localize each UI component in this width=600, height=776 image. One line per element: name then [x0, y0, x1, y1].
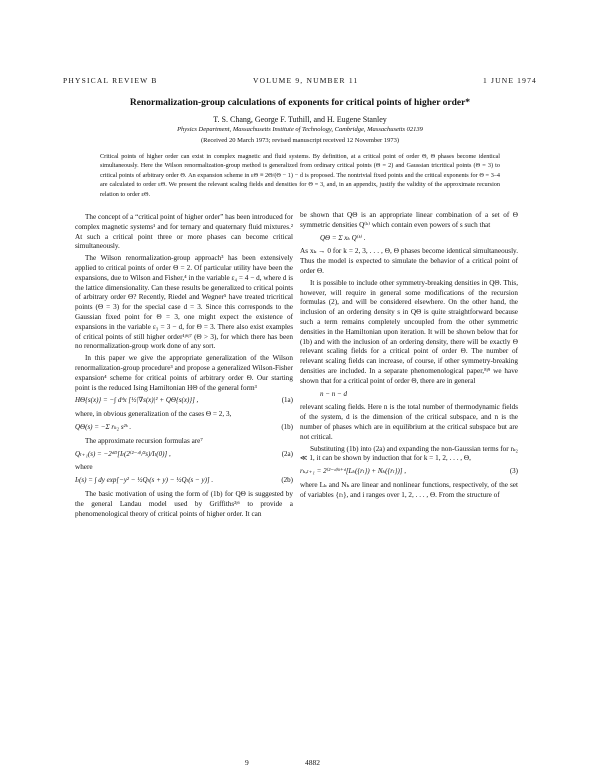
- paragraph: The Wilson renormalization-group approach³ has been extensively applied to critical points of order Θ = 2. Of particular utility have been the expansions, due to Wilson and Fisher,⁴ in the variable ε₄ = 4 − d, where d is the lattice dimensionality. Can these results be generalized to critical points of arbitrary order Θ? Recently, Riedel and Wegner⁵ have treated tricritical points (Θ = 3) for the special case d = 3. Since this corresponds to the Gaussian fixed point for Θ = 3, one might expect the existence of expansions in the variable ε₃ = 3 − d, for Θ = 3. There also exist examples of critical points of still higher order¹ʲ⁶ʲ⁷ (Θ > 3), for which there has been no renormalization-group work done of any sort.: [75, 254, 293, 351]
- affiliation: Physics Department, Massachusetts Institute of Technology, Cambridge, Massachusetts 02139: [177, 126, 423, 133]
- equation-2b: [75, 476, 293, 486]
- paragraph: It is possible to include other symmetry-breaking densities in QΘ. This, however, will require in general some modifications of the recursion formulas (2), and will be considered elsewhere. On the other hand, the inclusion of an ordering density s in QΘ is quite straightforward because such a term remains completely uncoupled from the other symmetric densities in the Hamiltonian upon iteration. It will be shown below that for (1b) and with the inclusion of an ordering density, there will be exactly Θ relevant scaling fields for a critical point of order Θ. The number of relevant scaling fields can increase, of course, if other symmetry-breaking densities are included. In a separate phenomenological paper,⁸ʲ⁹ we have shown that for a critical point of order Θ, there are in general: [300, 278, 518, 385]
- equation-body: n − n − d: [320, 389, 347, 398]
- page-number: 4882: [305, 758, 320, 767]
- equation-body: HΘ{s(x)} = −∫ dᵈx [½|∇s(x)|² + QΘ{s(x)}] ,: [75, 396, 199, 405]
- paragraph: be shown that QΘ is an appropriate linear combination of a set of Θ symmetric densities Q⁽ᵏ⁾ which contain even powers of s such that: [300, 211, 518, 229]
- received-dates: (Received 20 March 1973; revised manuscript received 12 November 1973): [200, 137, 399, 144]
- equation-number: (2a): [281, 449, 293, 458]
- page-letter: 9: [245, 758, 249, 767]
- right-column: [300, 211, 518, 503]
- equation-body: rₖ,ₗ₊₁ = 2⁽²⁻ᵈ⁾ᵏ⁺ᵈ[Lₖ({rₗ}) + Nₖ({rₗ})] ,: [300, 467, 407, 476]
- equation-1b: [75, 423, 293, 433]
- equation-3: [300, 467, 518, 477]
- paragraph: where, in obvious generalization of the cases Θ = 2, 3,: [75, 410, 232, 419]
- paragraph: where: [75, 463, 93, 472]
- equation-2a: [75, 450, 293, 460]
- author-list: T. S. Chang, George F. Tuthill, and H. Eugene Stanley: [213, 115, 387, 124]
- paragraph: In this paper we give the appropriate generalization of the Wilson renormalization-group procedure³ and propose a generalized Wilson-Fisher expansion⁴ scheme for critical points of arbitrary order Θ. Our starting point is the reduced Ising Hamiltonian HΘ of the general form³: [75, 354, 293, 392]
- paragraph: The concept of a “critical point of higher order” has been introduced for complex magnetic systems¹ and for ternary and quaternary fluid mixtures.² At such a critical point three or more phases can become critical simultaneously.: [75, 213, 293, 251]
- equation-relevant-fields: [300, 390, 518, 400]
- paragraph: where Lₖ and Nₖ are linear and nonlinear functions, respectively, of the set of variables {rₗ}, and i ranges over 1, 2, . . . , Θ. From the structure of: [300, 480, 518, 499]
- running-header: [63, 76, 537, 88]
- equation-body: Iₗ(s) = ∫ dy exp[−y² − ½Qₗ(s + y) − ½Qₗ(s − y)] .: [75, 476, 214, 485]
- equation-1a: [75, 396, 293, 406]
- equation-number: (2b): [281, 476, 293, 485]
- issue-date: 1 JUNE 1974: [482, 76, 537, 85]
- paragraph: The approximate recursion formulas are⁷: [85, 436, 203, 445]
- journal-name: PHYSICAL REVIEW B: [63, 76, 158, 85]
- paragraph: The basic motivation of using the form of (1b) for QΘ is suggested by the general Landau model used by Griffiths²ʲ⁶ to provide a phenomenological theory of critical points of higher order. It can: [75, 489, 293, 518]
- equation-body: Qₗ₊₁(s) = −2ᵈᴰ[Iₗ(2⁽²⁻ᵈ⁾/²s)/Iₗ(0)] ,: [75, 449, 171, 458]
- equation-q-theta: [300, 234, 518, 244]
- abstract: Critical points of higher order can exist in complex magnetic and fluid systems. By definition, at a critical point of order Θ, Θ phases become identical simultaneously. Here the Wilson renormalization-group method is generalized from ordinary critical points (Θ = 2) and Gaussian tricritical points (Θ = 3) to critical points of arbitrary order Θ. An expansion scheme in εΘ ≡ 2Θ/(Θ − 1) − d is proposed. The nontrivial fixed points and the critical exponents for Θ = 3–4 are calculated to order εΘ. We present the relevant scaling fields and densities for Θ = 3, and, in an appendix, justify the validity of the approximate recursion relation to order εΘ.: [100, 153, 500, 198]
- volume-number: VOLUME 9, NUMBER 11: [253, 76, 359, 85]
- equation-number: (1b): [281, 422, 293, 431]
- paragraph: As xₖ → 0 for k = 2, 3, . . . , Θ, Θ phases become identical simultaneously. Thus the model is expected to simulate the behavior of a critical point of order Θ.: [300, 247, 518, 275]
- paper-title: Renormalization-group calculations of exponents for critical points of higher order*: [129, 98, 471, 108]
- left-column: [75, 213, 293, 521]
- equation-body: QΘ(s) = −Σ rₖ₂ s²ᵏ .: [75, 422, 132, 431]
- paragraph: relevant scaling fields. Here n is the total number of thermodynamic fields of the system, d is the dimension of the critical subspace, and n is the number of phases which are in equilibrium at the critical subspace but are not critical.: [300, 403, 518, 441]
- equation-body: QΘ = Σ xₖ Q⁽ᵏ⁾ .: [320, 233, 366, 242]
- equation-number: (1a): [281, 396, 293, 405]
- equation-number: (3): [509, 467, 518, 476]
- paragraph: Substituting (1b) into (2a) and expanding the non-Gaussian terms for rₖ₂ ≪ 1, it can be shown by induction that for k = 1, 2, . . . , Θ,: [300, 444, 518, 463]
